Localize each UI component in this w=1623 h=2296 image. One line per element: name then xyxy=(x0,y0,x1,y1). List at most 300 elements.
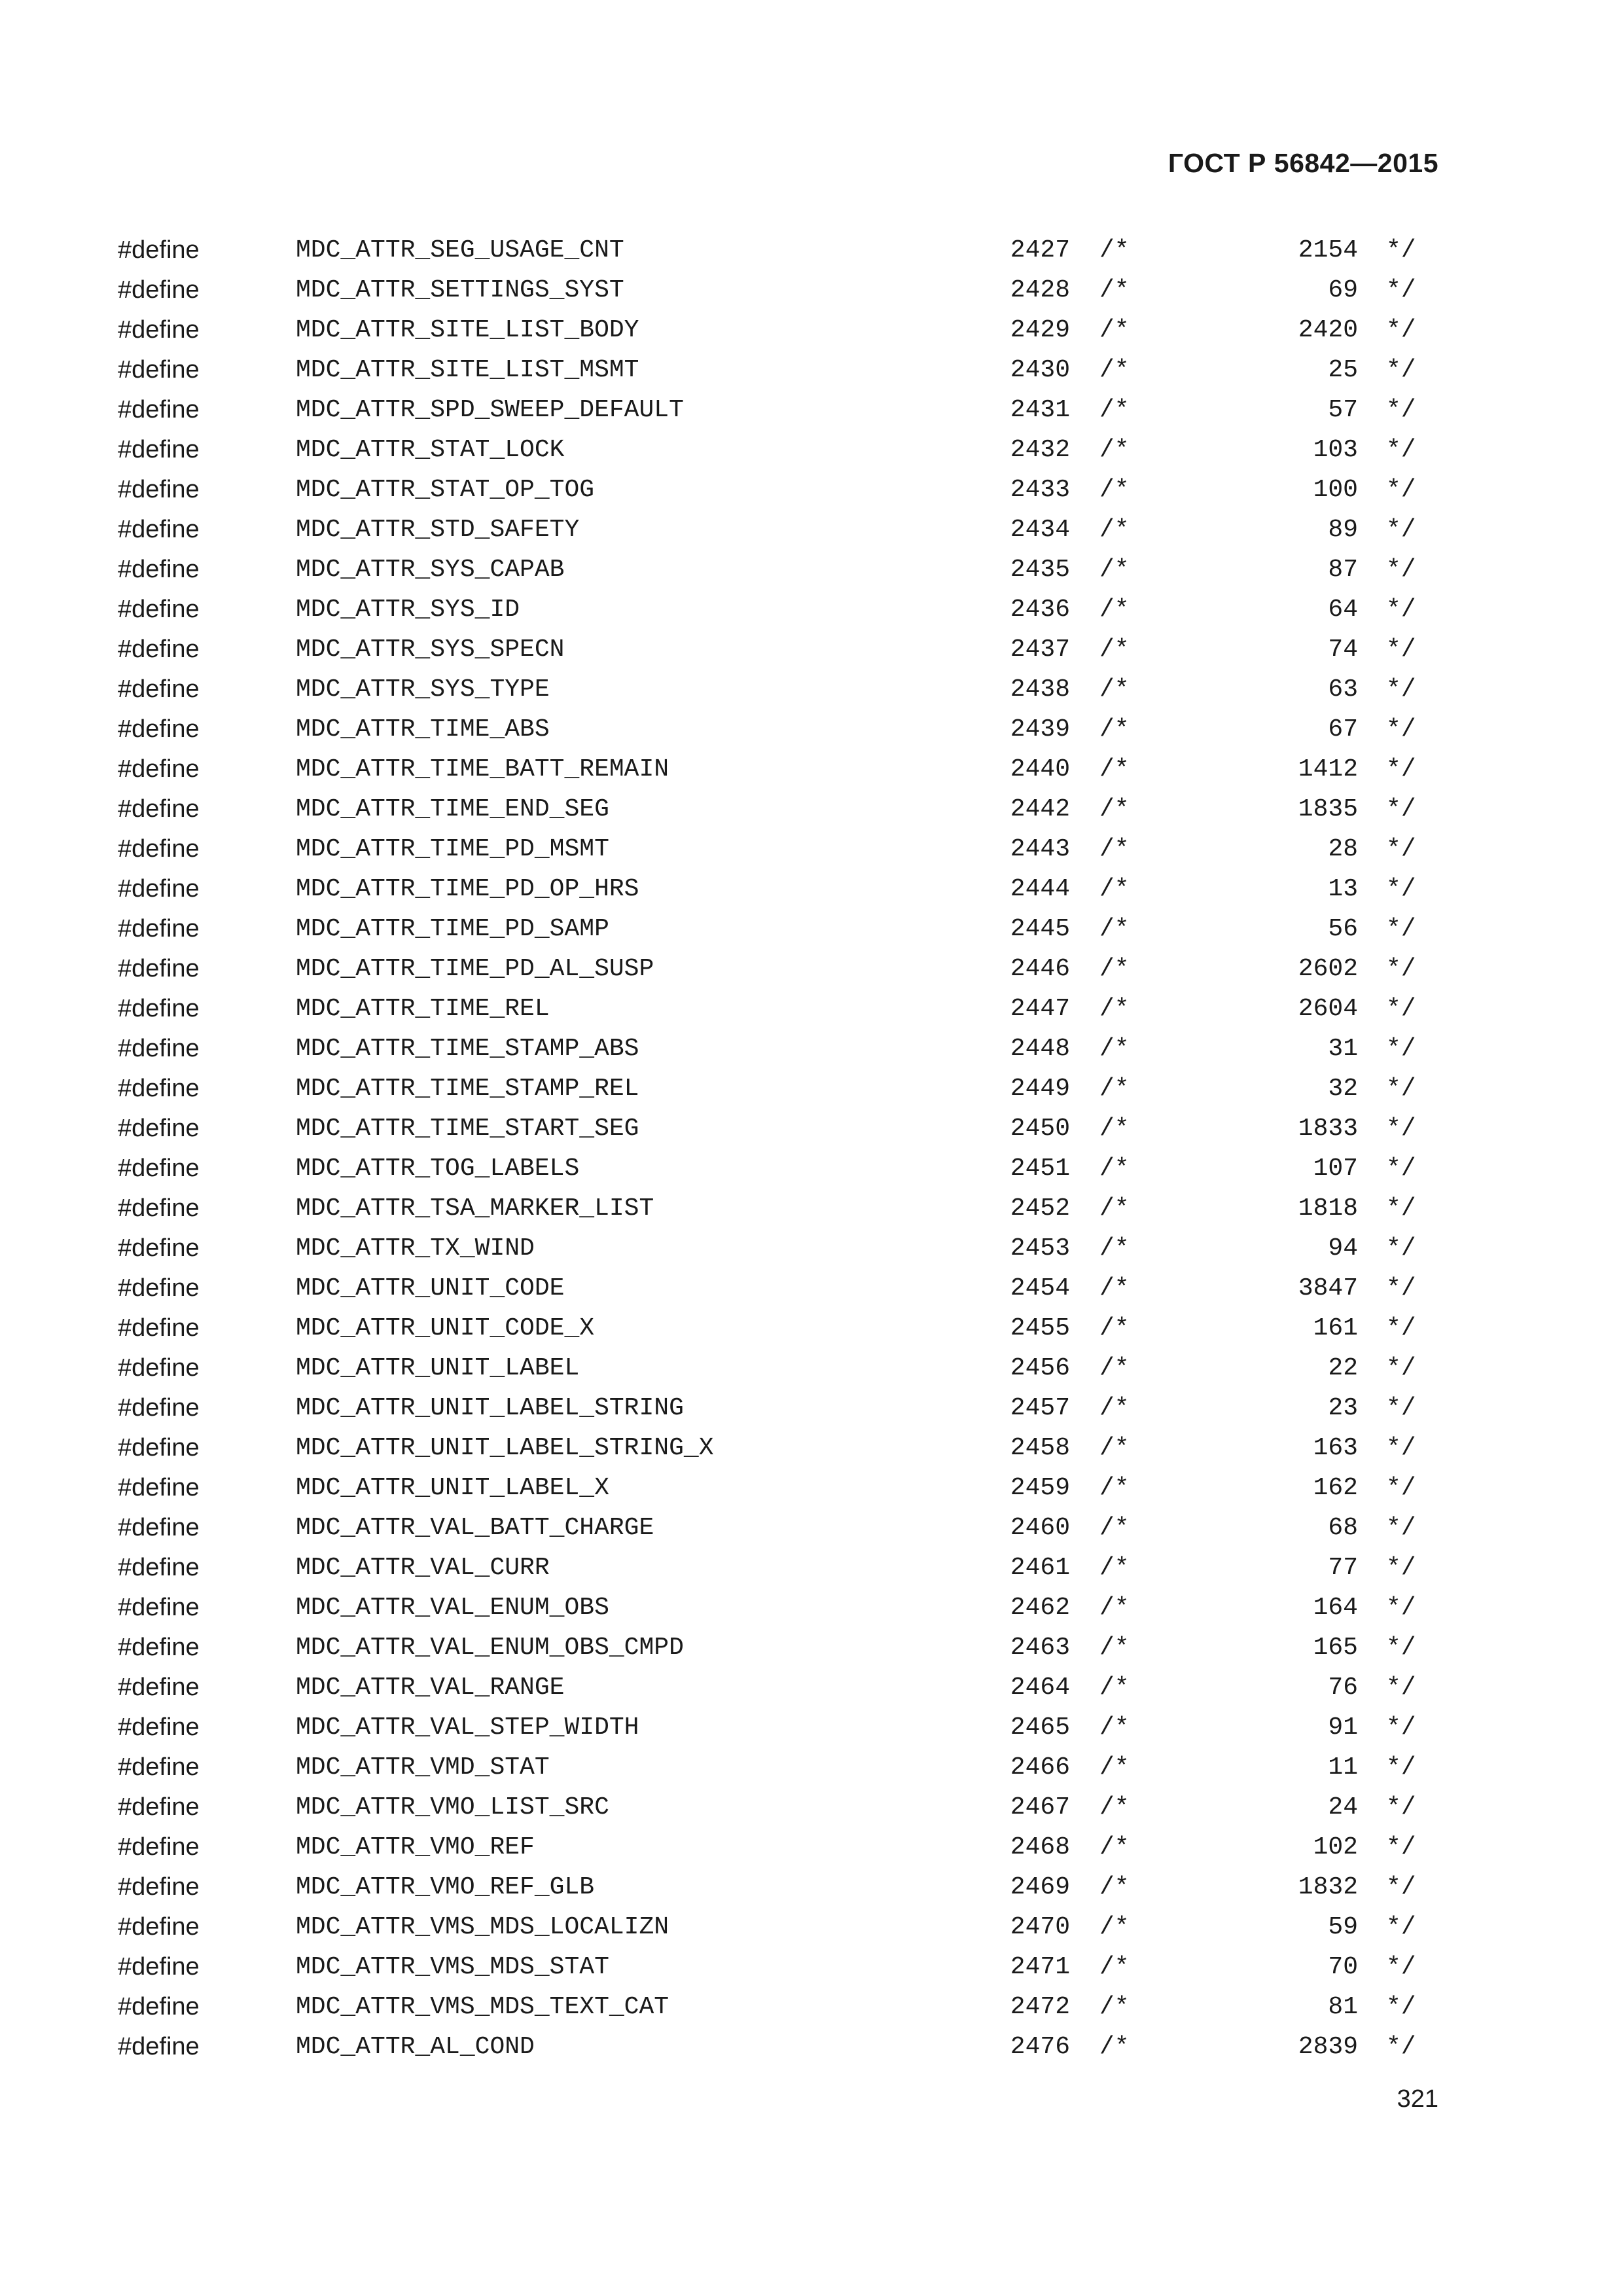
comment-number: 25 xyxy=(1328,356,1358,384)
define-keyword: #define xyxy=(118,1873,200,1901)
constant-name: MDC_ATTR_TIME_ABS xyxy=(296,715,550,744)
comment-open: /* xyxy=(1099,1115,1130,1143)
comment-close: */ xyxy=(1386,995,1416,1023)
constant-value: 2427 xyxy=(1010,236,1070,264)
define-row xyxy=(0,989,1623,1029)
constant-value: 2428 xyxy=(1010,276,1070,304)
constant-value: 2450 xyxy=(1010,1115,1070,1143)
define-row xyxy=(0,909,1623,949)
comment-number: 28 xyxy=(1328,835,1358,863)
constant-value: 2445 xyxy=(1010,915,1070,943)
comment-number: 107 xyxy=(1313,1155,1358,1183)
define-keyword: #define xyxy=(118,795,200,823)
constant-value: 2440 xyxy=(1010,755,1070,783)
define-row xyxy=(0,1787,1623,1827)
comment-open: /* xyxy=(1099,1514,1130,1542)
constant-value: 2458 xyxy=(1010,1434,1070,1462)
define-keyword: #define xyxy=(118,755,200,783)
comment-open: /* xyxy=(1099,835,1130,863)
constant-value: 2447 xyxy=(1010,995,1070,1023)
define-row xyxy=(0,630,1623,670)
define-row xyxy=(0,709,1623,749)
define-row xyxy=(0,1668,1623,1708)
define-keyword: #define xyxy=(118,675,200,703)
comment-open: /* xyxy=(1099,1274,1130,1302)
constant-value: 2459 xyxy=(1010,1474,1070,1502)
define-keyword: #define xyxy=(118,1554,200,1581)
define-keyword: #define xyxy=(118,955,200,982)
comment-open: /* xyxy=(1099,1713,1130,1742)
define-row xyxy=(0,1348,1623,1388)
comment-open: /* xyxy=(1099,1474,1130,1502)
define-keyword: #define xyxy=(118,556,200,583)
comment-open: /* xyxy=(1099,1594,1130,1622)
constant-name: MDC_ATTR_SYS_TYPE xyxy=(296,675,550,704)
constant-value: 2461 xyxy=(1010,1554,1070,1582)
constant-value: 2468 xyxy=(1010,1833,1070,1861)
comment-close: */ xyxy=(1386,1913,1416,1941)
define-keyword: #define xyxy=(118,1594,200,1621)
comment-close: */ xyxy=(1386,1833,1416,1861)
constant-name: MDC_ATTR_STAT_LOCK xyxy=(296,436,565,464)
comment-number: 13 xyxy=(1328,875,1358,903)
constant-value: 2470 xyxy=(1010,1913,1070,1941)
comment-number: 1832 xyxy=(1298,1873,1358,1901)
define-keyword: #define xyxy=(118,1155,200,1182)
constant-value: 2446 xyxy=(1010,955,1070,983)
define-keyword: #define xyxy=(118,2033,200,2060)
constant-value: 2429 xyxy=(1010,316,1070,344)
constant-name: MDC_ATTR_VMO_REF_GLB xyxy=(296,1873,595,1901)
define-row xyxy=(0,1229,1623,1268)
constant-name: MDC_ATTR_TIME_PD_AL_SUSP xyxy=(296,955,654,983)
constant-name: MDC_ATTR_UNIT_LABEL_STRING_X xyxy=(296,1434,714,1462)
comment-close: */ xyxy=(1386,1674,1416,1702)
comment-close: */ xyxy=(1386,316,1416,344)
define-row xyxy=(0,1069,1623,1109)
constant-value: 2465 xyxy=(1010,1713,1070,1742)
comment-close: */ xyxy=(1386,516,1416,544)
comment-number: 57 xyxy=(1328,396,1358,424)
constant-value: 2431 xyxy=(1010,396,1070,424)
comment-close: */ xyxy=(1386,1554,1416,1582)
define-keyword: #define xyxy=(118,835,200,863)
constant-value: 2432 xyxy=(1010,436,1070,464)
comment-close: */ xyxy=(1386,1234,1416,1263)
comment-close: */ xyxy=(1386,955,1416,983)
constant-value: 2433 xyxy=(1010,476,1070,504)
define-row xyxy=(0,310,1623,350)
comment-number: 11 xyxy=(1328,1753,1358,1782)
constant-value: 2449 xyxy=(1010,1075,1070,1103)
define-keyword: #define xyxy=(118,715,200,743)
comment-number: 2602 xyxy=(1298,955,1358,983)
comment-open: /* xyxy=(1099,276,1130,304)
define-row xyxy=(0,590,1623,630)
constant-value: 2467 xyxy=(1010,1793,1070,1821)
comment-number: 77 xyxy=(1328,1554,1358,1582)
constant-value: 2451 xyxy=(1010,1155,1070,1183)
define-row xyxy=(0,1827,1623,1867)
define-keyword: #define xyxy=(118,236,200,264)
comment-open: /* xyxy=(1099,1793,1130,1821)
define-keyword: #define xyxy=(118,1793,200,1821)
define-row xyxy=(0,350,1623,390)
comment-number: 163 xyxy=(1313,1434,1358,1462)
define-row xyxy=(0,1428,1623,1468)
constant-value: 2437 xyxy=(1010,636,1070,664)
define-row xyxy=(0,1388,1623,1428)
comment-number: 67 xyxy=(1328,715,1358,744)
define-keyword: #define xyxy=(118,1075,200,1102)
comment-number: 70 xyxy=(1328,1953,1358,1981)
comment-number: 81 xyxy=(1328,1993,1358,2021)
constant-name: MDC_ATTR_TIME_END_SEG xyxy=(296,795,609,823)
constant-name: MDC_ATTR_VMO_REF xyxy=(296,1833,535,1861)
define-keyword: #define xyxy=(118,915,200,942)
constant-name: MDC_ATTR_SPD_SWEEP_DEFAULT xyxy=(296,396,684,424)
comment-open: /* xyxy=(1099,1354,1130,1382)
comment-close: */ xyxy=(1386,396,1416,424)
constant-name: MDC_ATTR_TIME_PD_SAMP xyxy=(296,915,609,943)
comment-open: /* xyxy=(1099,1194,1130,1223)
constant-value: 2460 xyxy=(1010,1514,1070,1542)
constant-name: MDC_ATTR_SYS_CAPAB xyxy=(296,556,565,584)
comment-close: */ xyxy=(1386,356,1416,384)
define-row xyxy=(0,470,1623,510)
constant-name: MDC_ATTR_VAL_ENUM_OBS xyxy=(296,1594,609,1622)
comment-close: */ xyxy=(1386,1953,1416,1981)
define-row xyxy=(0,430,1623,470)
comment-close: */ xyxy=(1386,1035,1416,1063)
constant-name: MDC_ATTR_UNIT_LABEL_STRING xyxy=(296,1394,684,1422)
comment-close: */ xyxy=(1386,675,1416,704)
comment-open: /* xyxy=(1099,636,1130,664)
comment-open: /* xyxy=(1099,396,1130,424)
comment-open: /* xyxy=(1099,356,1130,384)
comment-close: */ xyxy=(1386,915,1416,943)
comment-close: */ xyxy=(1386,1474,1416,1502)
constant-value: 2434 xyxy=(1010,516,1070,544)
define-keyword: #define xyxy=(118,1913,200,1941)
comment-number: 32 xyxy=(1328,1075,1358,1103)
comment-open: /* xyxy=(1099,955,1130,983)
comment-open: /* xyxy=(1099,516,1130,544)
comment-number: 2839 xyxy=(1298,2033,1358,2061)
comment-open: /* xyxy=(1099,1873,1130,1901)
comment-open: /* xyxy=(1099,915,1130,943)
constant-name: MDC_ATTR_VAL_CURR xyxy=(296,1554,550,1582)
constant-name: MDC_ATTR_STAT_OP_TOG xyxy=(296,476,595,504)
constant-name: MDC_ATTR_AL_COND xyxy=(296,2033,535,2061)
define-row xyxy=(0,510,1623,550)
comment-close: */ xyxy=(1386,1274,1416,1302)
comment-close: */ xyxy=(1386,1115,1416,1143)
define-keyword: #define xyxy=(118,1234,200,1262)
define-keyword: #define xyxy=(118,596,200,623)
constant-name: MDC_ATTR_VMO_LIST_SRC xyxy=(296,1793,609,1821)
define-keyword: #define xyxy=(118,1833,200,1861)
comment-close: */ xyxy=(1386,1394,1416,1422)
constant-name: MDC_ATTR_VAL_STEP_WIDTH xyxy=(296,1713,639,1742)
define-keyword: #define xyxy=(118,1035,200,1062)
comment-open: /* xyxy=(1099,316,1130,344)
define-row xyxy=(0,1268,1623,1308)
comment-number: 63 xyxy=(1328,675,1358,704)
comment-open: /* xyxy=(1099,236,1130,264)
constant-name: MDC_ATTR_TOG_LABELS xyxy=(296,1155,580,1183)
comment-number: 1835 xyxy=(1298,795,1358,823)
comment-number: 31 xyxy=(1328,1035,1358,1063)
constant-name: MDC_ATTR_VAL_RANGE xyxy=(296,1674,565,1702)
define-row xyxy=(0,2027,1623,2067)
constant-value: 2448 xyxy=(1010,1035,1070,1063)
comment-number: 89 xyxy=(1328,516,1358,544)
constant-name: MDC_ATTR_SEG_USAGE_CNT xyxy=(296,236,624,264)
define-row xyxy=(0,1987,1623,2027)
constant-name: MDC_ATTR_UNIT_CODE xyxy=(296,1274,565,1302)
constant-name: MDC_ATTR_SYS_SPECN xyxy=(296,636,565,664)
comment-number: 91 xyxy=(1328,1713,1358,1742)
constant-value: 2462 xyxy=(1010,1594,1070,1622)
comment-number: 161 xyxy=(1313,1314,1358,1342)
constant-value: 2453 xyxy=(1010,1234,1070,1263)
define-keyword: #define xyxy=(118,436,200,463)
constant-name: MDC_ATTR_TIME_PD_MSMT xyxy=(296,835,609,863)
comment-number: 102 xyxy=(1313,1833,1358,1861)
comment-close: */ xyxy=(1386,1434,1416,1462)
comment-close: */ xyxy=(1386,1194,1416,1223)
comment-close: */ xyxy=(1386,1753,1416,1782)
define-row xyxy=(0,1468,1623,1508)
constant-name: MDC_ATTR_TIME_STAMP_REL xyxy=(296,1075,639,1103)
comment-number: 3847 xyxy=(1298,1274,1358,1302)
comment-close: */ xyxy=(1386,1793,1416,1821)
comment-open: /* xyxy=(1099,436,1130,464)
define-row xyxy=(0,1508,1623,1548)
constant-name: MDC_ATTR_SITE_LIST_MSMT xyxy=(296,356,639,384)
comment-open: /* xyxy=(1099,875,1130,903)
define-row xyxy=(0,1029,1623,1069)
constant-value: 2454 xyxy=(1010,1274,1070,1302)
comment-open: /* xyxy=(1099,1674,1130,1702)
comment-close: */ xyxy=(1386,755,1416,783)
comment-close: */ xyxy=(1386,1075,1416,1103)
define-keyword: #define xyxy=(118,276,200,304)
comment-close: */ xyxy=(1386,596,1416,624)
comment-number: 59 xyxy=(1328,1913,1358,1941)
comment-number: 2604 xyxy=(1298,995,1358,1023)
constant-name: MDC_ATTR_TIME_REL xyxy=(296,995,550,1023)
comment-close: */ xyxy=(1386,1314,1416,1342)
constant-name: MDC_ATTR_VMS_MDS_STAT xyxy=(296,1953,609,1981)
comment-open: /* xyxy=(1099,1993,1130,2021)
define-row xyxy=(0,1708,1623,1748)
comment-close: */ xyxy=(1386,1873,1416,1901)
constant-value: 2452 xyxy=(1010,1194,1070,1223)
constant-name: MDC_ATTR_VAL_BATT_CHARGE xyxy=(296,1514,654,1542)
define-row xyxy=(0,390,1623,430)
constant-name: MDC_ATTR_TIME_STAMP_ABS xyxy=(296,1035,639,1063)
define-row xyxy=(0,1588,1623,1628)
comment-open: /* xyxy=(1099,1634,1130,1662)
define-row xyxy=(0,1748,1623,1787)
comment-number: 1833 xyxy=(1298,1115,1358,1143)
define-keyword: #define xyxy=(118,1115,200,1142)
define-keyword: #define xyxy=(118,1713,200,1741)
comment-number: 76 xyxy=(1328,1674,1358,1702)
comment-open: /* xyxy=(1099,675,1130,704)
constant-value: 2471 xyxy=(1010,1953,1070,1981)
constant-value: 2463 xyxy=(1010,1634,1070,1662)
constant-value: 2472 xyxy=(1010,1993,1070,2021)
comment-number: 69 xyxy=(1328,276,1358,304)
comment-close: */ xyxy=(1386,1354,1416,1382)
comment-open: /* xyxy=(1099,755,1130,783)
comment-open: /* xyxy=(1099,1554,1130,1582)
comment-open: /* xyxy=(1099,596,1130,624)
comment-number: 74 xyxy=(1328,636,1358,664)
comment-close: */ xyxy=(1386,636,1416,664)
comment-open: /* xyxy=(1099,1833,1130,1861)
constant-value: 2439 xyxy=(1010,715,1070,744)
constant-value: 2438 xyxy=(1010,675,1070,704)
define-keyword: #define xyxy=(118,995,200,1022)
define-list xyxy=(0,230,1623,2067)
comment-open: /* xyxy=(1099,1234,1130,1263)
define-row xyxy=(0,1109,1623,1149)
constant-value: 2443 xyxy=(1010,835,1070,863)
comment-open: /* xyxy=(1099,2033,1130,2061)
comment-close: */ xyxy=(1386,1713,1416,1742)
define-keyword: #define xyxy=(118,1194,200,1222)
constant-name: MDC_ATTR_SETTINGS_SYST xyxy=(296,276,624,304)
constant-value: 2442 xyxy=(1010,795,1070,823)
comment-close: */ xyxy=(1386,436,1416,464)
constant-name: MDC_ATTR_UNIT_CODE_X xyxy=(296,1314,595,1342)
comment-number: 64 xyxy=(1328,596,1358,624)
define-row xyxy=(0,550,1623,590)
comment-close: */ xyxy=(1386,835,1416,863)
constant-value: 2436 xyxy=(1010,596,1070,624)
constant-value: 2455 xyxy=(1010,1314,1070,1342)
comment-number: 1818 xyxy=(1298,1194,1358,1223)
define-row xyxy=(0,949,1623,989)
comment-number: 87 xyxy=(1328,556,1358,584)
define-row xyxy=(0,1308,1623,1348)
comment-close: */ xyxy=(1386,1634,1416,1662)
constant-name: MDC_ATTR_VMD_STAT xyxy=(296,1753,550,1782)
define-keyword: #define xyxy=(118,396,200,423)
comment-open: /* xyxy=(1099,1035,1130,1063)
define-row xyxy=(0,789,1623,829)
define-keyword: #define xyxy=(118,1753,200,1781)
comment-open: /* xyxy=(1099,556,1130,584)
constant-name: MDC_ATTR_TSA_MARKER_LIST xyxy=(296,1194,654,1223)
constant-value: 2456 xyxy=(1010,1354,1070,1382)
define-keyword: #define xyxy=(118,1474,200,1501)
define-row xyxy=(0,1907,1623,1947)
define-row xyxy=(0,1189,1623,1229)
define-row xyxy=(0,1628,1623,1668)
comment-close: */ xyxy=(1386,2033,1416,2061)
constant-name: MDC_ATTR_SITE_LIST_BODY xyxy=(296,316,639,344)
define-keyword: #define xyxy=(118,516,200,543)
comment-open: /* xyxy=(1099,1314,1130,1342)
comment-number: 100 xyxy=(1313,476,1358,504)
define-row xyxy=(0,270,1623,310)
constant-name: MDC_ATTR_STD_SAFETY xyxy=(296,516,580,544)
define-keyword: #define xyxy=(118,316,200,344)
comment-number: 1412 xyxy=(1298,755,1358,783)
define-keyword: #define xyxy=(118,1993,200,2020)
define-keyword: #define xyxy=(118,1434,200,1462)
define-row xyxy=(0,1867,1623,1907)
define-keyword: #define xyxy=(118,1514,200,1541)
comment-close: */ xyxy=(1386,1993,1416,2021)
comment-close: */ xyxy=(1386,1155,1416,1183)
comment-close: */ xyxy=(1386,1514,1416,1542)
constant-name: MDC_ATTR_TIME_BATT_REMAIN xyxy=(296,755,669,783)
define-row xyxy=(0,1947,1623,1987)
define-keyword: #define xyxy=(118,1953,200,1981)
comment-close: */ xyxy=(1386,476,1416,504)
comment-number: 103 xyxy=(1313,436,1358,464)
comment-close: */ xyxy=(1386,556,1416,584)
comment-open: /* xyxy=(1099,1953,1130,1981)
comment-open: /* xyxy=(1099,1394,1130,1422)
comment-number: 94 xyxy=(1328,1234,1358,1263)
comment-number: 2154 xyxy=(1298,236,1358,264)
comment-close: */ xyxy=(1386,715,1416,744)
comment-number: 164 xyxy=(1313,1594,1358,1622)
define-keyword: #define xyxy=(118,1354,200,1382)
define-row xyxy=(0,1548,1623,1588)
constant-value: 2466 xyxy=(1010,1753,1070,1782)
comment-number: 68 xyxy=(1328,1514,1358,1542)
constant-value: 2476 xyxy=(1010,2033,1070,2061)
define-row xyxy=(0,869,1623,909)
comment-close: */ xyxy=(1386,875,1416,903)
comment-open: /* xyxy=(1099,715,1130,744)
document-code-header: ГОСТ Р 56842—2015 xyxy=(1168,148,1438,178)
comment-open: /* xyxy=(1099,1155,1130,1183)
constant-name: MDC_ATTR_UNIT_LABEL_X xyxy=(296,1474,609,1502)
constant-value: 2444 xyxy=(1010,875,1070,903)
comment-number: 2420 xyxy=(1298,316,1358,344)
constant-name: MDC_ATTR_VMS_MDS_TEXT_CAT xyxy=(296,1993,669,2021)
define-keyword: #define xyxy=(118,636,200,663)
constant-value: 2469 xyxy=(1010,1873,1070,1901)
constant-name: MDC_ATTR_VAL_ENUM_OBS_CMPD xyxy=(296,1634,684,1662)
comment-open: /* xyxy=(1099,1075,1130,1103)
constant-value: 2464 xyxy=(1010,1674,1070,1702)
comment-number: 56 xyxy=(1328,915,1358,943)
comment-number: 23 xyxy=(1328,1394,1358,1422)
comment-number: 22 xyxy=(1328,1354,1358,1382)
constant-name: MDC_ATTR_TIME_START_SEG xyxy=(296,1115,639,1143)
define-row xyxy=(0,1149,1623,1189)
constant-name: MDC_ATTR_SYS_ID xyxy=(296,596,520,624)
page-number: 321 xyxy=(1397,2085,1438,2113)
comment-number: 162 xyxy=(1313,1474,1358,1502)
define-keyword: #define xyxy=(118,1274,200,1302)
comment-open: /* xyxy=(1099,476,1130,504)
constant-value: 2457 xyxy=(1010,1394,1070,1422)
comment-open: /* xyxy=(1099,795,1130,823)
comment-open: /* xyxy=(1099,1913,1130,1941)
constant-value: 2435 xyxy=(1010,556,1070,584)
